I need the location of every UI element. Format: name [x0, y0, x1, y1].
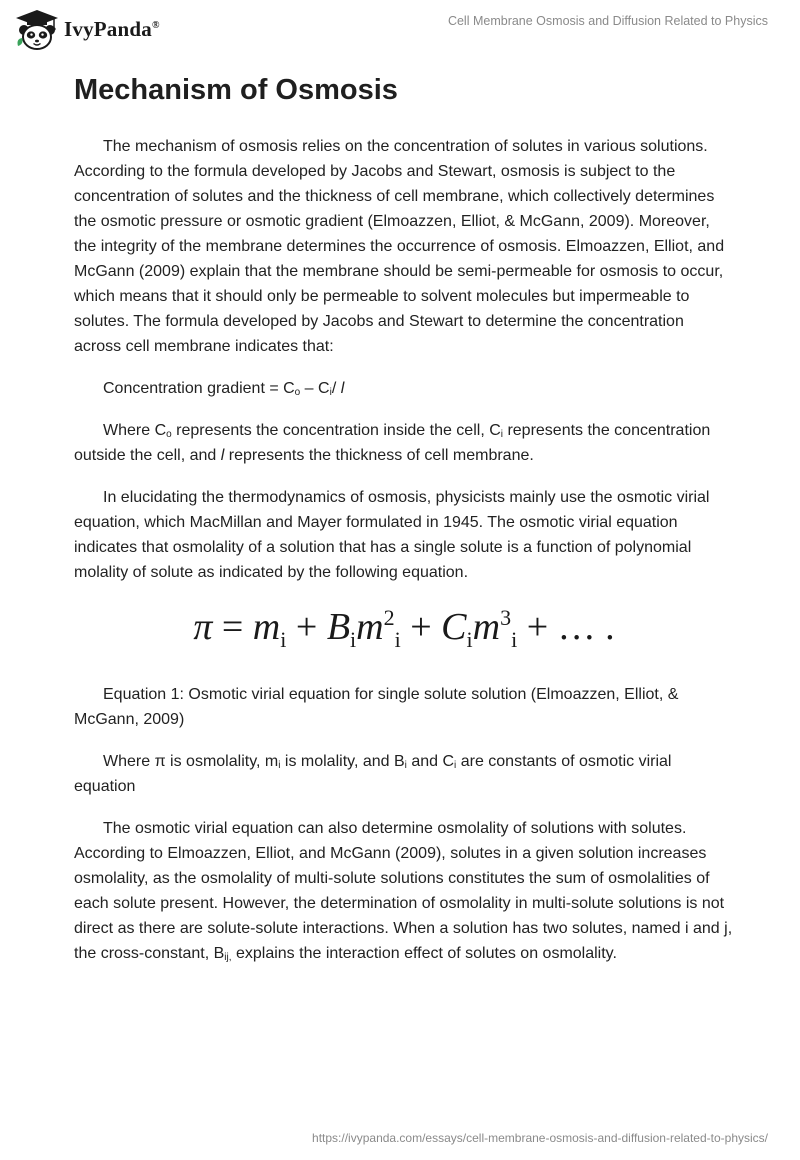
paragraph: Where $C_o$ represents the concentration inside the cell, $C_i$ represents the concentration outside the cell, and l represents the thickness of cell membrane. [74, 422, 711, 464]
equation-caption: Equation 1: Osmotic virial equation for single solute solution (Elmoazzen, Elliot, & McGann, 2009) [74, 686, 679, 728]
formula-line: Concentration gradient = $C_o - C_i/$ l [103, 380, 345, 398]
source-url-link[interactable]: https://ivypanda.com/essays/cell-membrane-osmosis-and-diffusion-related-to-physics/ [312, 1131, 768, 1145]
paragraph: The mechanism of osmosis relies on the concentration of solutes in various solutions. According to the formula developed by Jacobs and Stewart, osmosis is subject to the concentration of solutes and the thickness of cell membrane, which collectively determines the osmotic pressure or osmotic gradient (Elmoazzen, Elliot, & McGann, 2009). Moreover, the integrity of the membrane determines the occurrence of osmosis. Elmoazzen, Elliot, and McGann (2009) explain that the membrane should be semi-permeable for osmosis to occur, which means that it should only be permeable to solvent molecules but impermeable to solutes. The formula developed by Jacobs and Stewart to determine the concentration across cell membrane indicates that: [74, 138, 725, 355]
brand-name: IvyPanda® [64, 16, 160, 41]
article-body [74, 134, 734, 983]
virial-equation: $\pi = m_i + B_im^2_i + C_im^3_i$ + … . [193, 605, 615, 652]
paragraph: Where π is osmolality, $m_i$ is molality, and $B_i$ and $C_i$ are constants of osmotic virial equation [74, 753, 672, 795]
panda-mascot-icon [14, 8, 60, 50]
paragraph: In elucidating the thermodynamics of osmosis, physicists mainly use the osmotic virial equation, which MacMillan and Mayer formulated in 1945. The osmotic virial equation indicates that osmolality of a solution that has a single solute is a function of polynomial molality of solute as indicated by the following equation. [74, 489, 710, 581]
paragraph: The osmotic virial equation can also determine osmolality of solutions with solutes. According to Elmoazzen, Elliot, and McGann (2009), solutes in a given solution increases osmolality, as the osmolality of multi-solute solutions constitutes the sum of osmolalities of each solute present. However, the determination of osmolality in multi-solute solutions is not direct as there are solute-solute interactions. When a solution has two solutes, named i and j, the cross-constant, $B_{ij,}$ explains the interaction effect of solutes on osmolality. [74, 820, 733, 963]
section-heading: Mechanism of Osmosis [74, 74, 398, 106]
document-title: Cell Membrane Osmosis and Diffusion Related to Physics [447, 14, 768, 28]
brand-logo[interactable] [14, 8, 160, 50]
